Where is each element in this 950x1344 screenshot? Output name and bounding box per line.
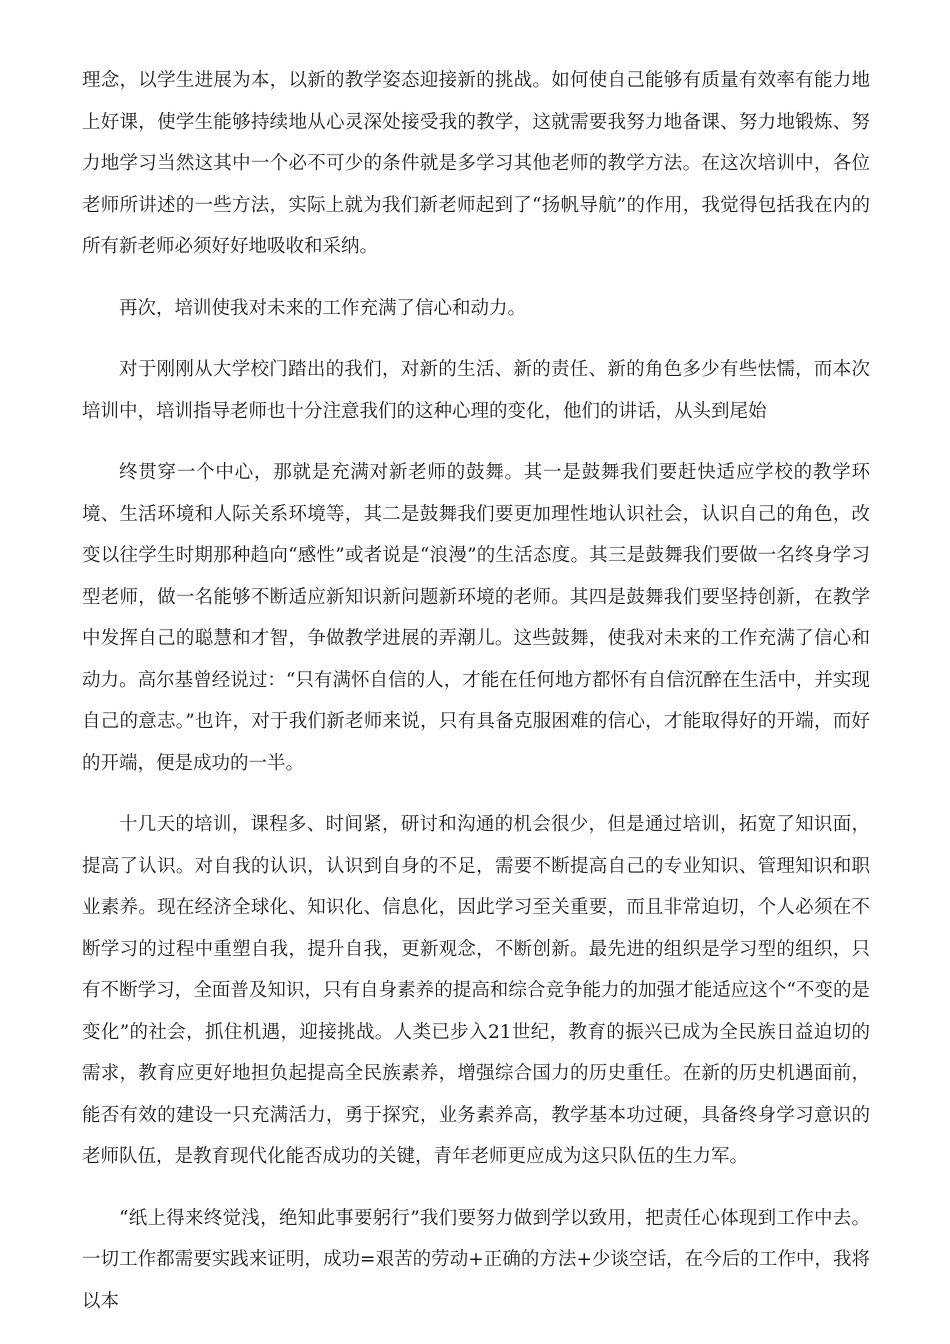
paragraph-training-benefits: 十几天的培训，课程多、时间紧，研讨和沟通的机会很少，但是通过培训，拓宽了知识面，提高了认识。对自我的认识，认识到自身的不足，需要不断提高自己的专业知识、管理知识和职业素养。现在经济全球化、知识化、信息化，因此学习至关重要，而且非常迫切，个人必须在不断学习的过程中重塑自我，提升自我，更新观念，不断创新。最先进的组织是学习型的组织，只有不断学习，全面普及知识，只有自身素养的提高和综合竞争能力的加强才能适应这个“不变的是变化”的社会，抓住机遇，迎接挑战。人类已步入21世纪，教育的振兴已成为全民族日益迫切的需求，教育应更好地担负起提高全民族素养，增强综合国力的历史重任。在新的历史机遇面前，能否有效的建设一只充满活力，勇于探究，业务素养高，教学基本功过硬，具备终身学习意识的老师队伍，是教育现代化能否成功的关键，青年老师更应成为这只队伍的生力军。 bbox=[82, 814, 870, 1167]
paragraph-teaching-philosophy: 理念，以学生进展为本，以新的教学姿态迎接新的挑战。如何使自己能够有质量有效率有能力地上好课，使学生能够持续地从心灵深处接受我的教学，这就需要我努力地备课、努力地锻炼、努力地学习当然这其中一个必不可少的条件就是多学习其他老师的教学方法。在这次培训中，各位老师所讲述的一些方法，实际上就为我们新老师起到了“扬帆导航”的作用，我觉得包括我在内的所有新老师必须好好地吸收和采纳。 bbox=[82, 70, 870, 257]
document-page bbox=[82, 60, 870, 1322]
paragraph-new-graduates: 对于刚刚从大学校门踏出的我们，对新的生活、新的责任、新的角色多少有些怯懦，而本次培训中，培训指导老师也十分注意我们的这种心理的变化，他们的讲话，从头到尾始 bbox=[82, 359, 870, 422]
paragraph-practice: “纸上得来终觉浅，绝知此事要躬行”我们要努力做到学以致用，把责任心体现到工作中去。一切工作都需要实践来证明，成功=艰苦的劳动+正确的方法+少谈空话，在今后的工作中，我将以本 bbox=[82, 1207, 870, 1312]
paragraph-confidence-intro: 再次，培训使我对未来的工作充满了信心和动力。 bbox=[119, 297, 527, 319]
paragraph-encouragement: 终贯穿一个中心，那就是充满对新老师的鼓舞。其一是鼓舞我们要赶快适应学校的教学环境、生活环境和人际关系环境等，其二是鼓舞我们要更加理性地认识社会，认识自己的角色，改变以往学生时期那种趋向“感性”或者说是“浪漫”的生活态度。其三是鼓舞我们要做一名终身学习型老师，做一名能够不断适应新知识新问题新环境的老师。其四是鼓舞我们要坚持创新，在教学中发挥自己的聪慧和才智，争做教学进展的弄潮儿。这些鼓舞，使我对未来的工作充满了信心和动力。高尔基曾经说过：“只有满怀自信的人，才能在任何地方都怀有自信沉醉在生活中，并实现自己的意志。”也许，对于我们新老师来说，只有具备克服困难的信心，才能取得好的开端，而好的开端，便是成功的一半。 bbox=[82, 462, 870, 774]
